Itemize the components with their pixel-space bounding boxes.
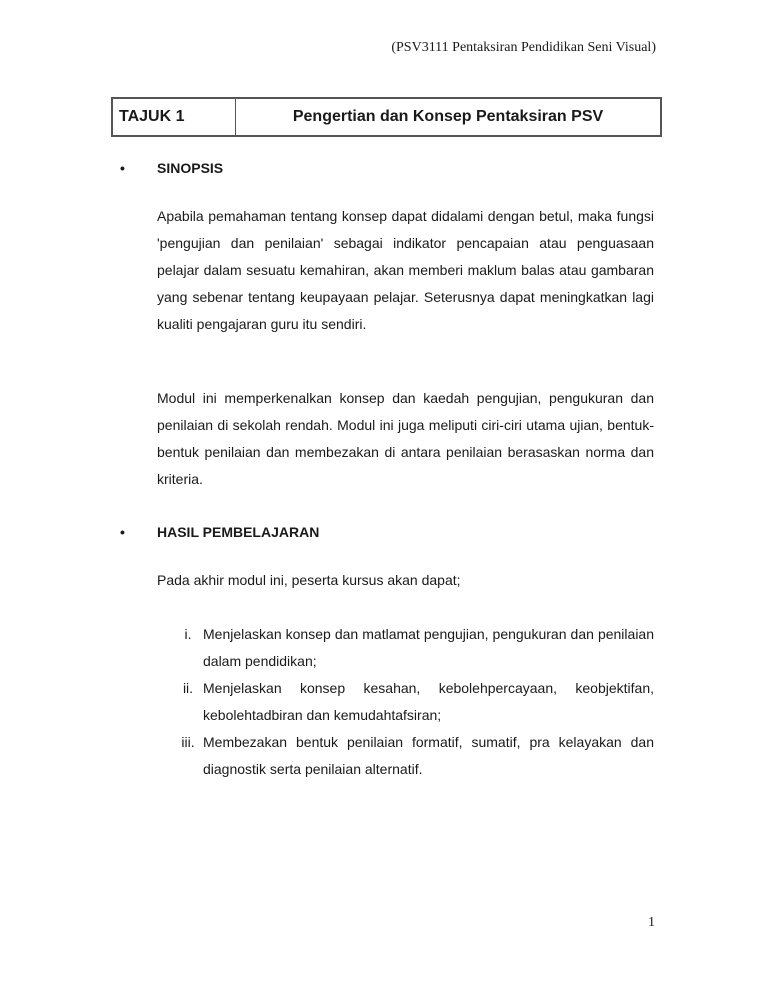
hasil-heading [120, 524, 319, 540]
list-item-number: ii. [182, 680, 194, 696]
list-item [157, 675, 654, 729]
list-item [157, 621, 654, 675]
list-item [157, 729, 654, 783]
running-header: (PSV3111 Pentaksiran Pendidikan Seni Visual) [391, 40, 656, 55]
list-item-number: i. [184, 626, 192, 642]
bullet-icon: • [120, 524, 125, 540]
topic-label: TAJUK 1 [113, 99, 236, 135]
sinopsis-paragraph-1: Apabila pemahaman tentang konsep dapat didalami dengan betul, maka fungsi 'pengujian dan penilaian' sebagai indikator pencapaian atau penguasaan pelajar dalam sesuatu kemahiran, akan memberi maklum balas atau gambaran yang sebenar tentang keupayaan pelajar. Seterusnya dapat meningkatkan lagi kualiti pengajaran guru itu sendiri. [157, 208, 654, 332]
list-item-number: iii. [181, 734, 195, 750]
bullet-icon: • [120, 160, 125, 176]
list-item-text: Menjelaskan konsep dan matlamat pengujian, pengukuran dan penilaian dalam pendidikan; [203, 626, 654, 669]
hasil-heading-text: HASIL PEMBELAJARAN [157, 524, 320, 540]
topic-title: Pengertian dan Konsep Pentaksiran PSV [292, 108, 604, 125]
learning-outcomes-list [157, 621, 654, 783]
hasil-intro: Pada akhir modul ini, peserta kursus akan dapat; [157, 572, 461, 588]
page-number: 1 [648, 915, 655, 930]
sinopsis-heading [120, 160, 223, 176]
list-item-text: Menjelaskan konsep kesahan, kebolehpercayaan, keobjektifan, kebolehtadbiran dan kemudahtafsiran; [203, 680, 654, 723]
sinopsis-heading-text: SINOPSIS [157, 160, 224, 176]
sinopsis-paragraph-2: Modul ini memperkenalkan konsep dan kaedah pengujian, pengukuran dan penilaian di sekolah rendah. Modul ini juga meliputi ciri-ciri utama ujian, bentuk-bentuk penilaian dan membezakan di antara penilaian berasaskan norma dan kriteria. [157, 390, 654, 487]
list-item-text: Membezakan bentuk penilaian formatif, sumatif, pra kelayakan dan diagnostik serta penilaian alternatif. [203, 734, 654, 777]
topic-title-table [111, 97, 662, 137]
